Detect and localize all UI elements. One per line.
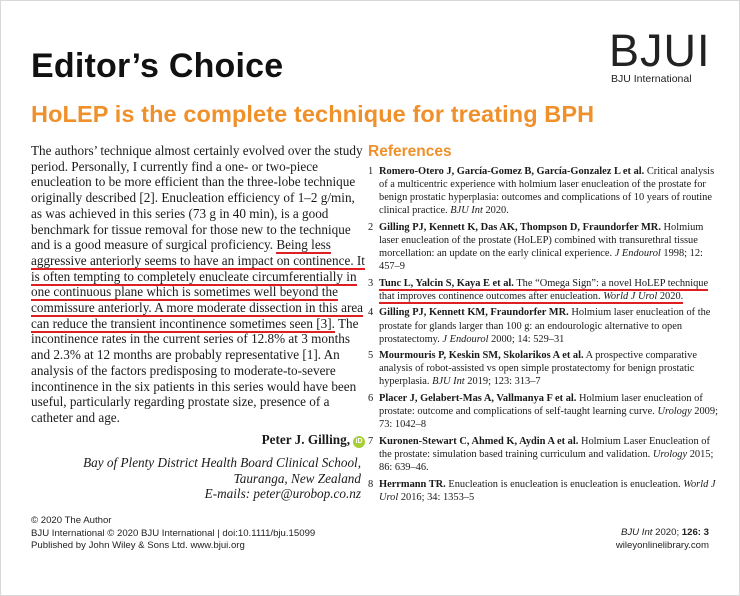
footer-website[interactable]: wileyonlinelibrary.com [615, 539, 709, 551]
reference-journal: World J Urol [379, 478, 716, 503]
reference-authors: Tunc L, Yalcin S, Kaya E et al. [379, 277, 514, 289]
author-line [31, 432, 365, 448]
section-title: Editor’s Choice [31, 47, 284, 85]
author-affiliation-block [31, 455, 361, 502]
reference-title: Holmium Laser Enucleation of the prostate: simulation based training curriculum and validation. [379, 435, 710, 460]
logo-mark: BJUI [609, 25, 711, 76]
footer-volume: 126: 3 [681, 527, 709, 538]
article-headline: HoLEP is the complete technique for treating BPH [31, 101, 595, 127]
highlighted-passage: Being less aggressive anteriorly seems to have an impact on continence. It is often tempting to completely enucleate circumferentially in one continuous plane which is sometimes well beyond the commissure anteriorly. A more moderate dissection in this area can reduce the transient incontinence sometimes seen [3]. [31, 237, 365, 331]
reference-number: 7 [368, 435, 374, 447]
footer-journal: BJU Int [620, 527, 653, 538]
reference-journal: BJU Int [450, 205, 483, 217]
body-text-outro: The incontinence rates in the current series of 12.8% at 3 months and 2.3% at 12 months are probably representative [1]. An analysis of the factors predisposing to moderate-to-severe incontinence in the six patients in this series would have been useful, particularly regarding prostate size, presence of a catheter and age. [31, 315, 359, 425]
orcid-icon[interactable]: iD [353, 436, 365, 448]
references-heading: References [368, 143, 452, 160]
reference-title: Enucleation is enucleation is enucleation is enucleation. [445, 478, 684, 490]
reference-title: Critical analysis of a multicentric experience with holmium laser enucleation of the prostate for benign prostatic hyperplasia: outcomes and complications of 10 years of routine clinical practice. [379, 166, 715, 217]
reference-journal: Urology [657, 406, 692, 418]
reference-citation: 1998; 12: 457–9 [379, 248, 703, 273]
footer-copyright [31, 515, 315, 553]
footer-year: 2020; [652, 527, 682, 538]
reference-authors: Placer J, Gelabert-Mas A, Vallmanya F et al. [379, 393, 577, 404]
reference-title: Holmium laser enucleation of prostate: outcome and complications of self-taught learning curve. [379, 393, 703, 418]
reference-citation: 2016; 34: 1353–5 [398, 491, 475, 503]
body-text-intro: The authors’ technique almost certainly evolved over the study period. Personally, I currently find a one- or two-piece enucleation to be more efficient than the three-lobe technique originally described [2]. Enucleation efficiency of 1–2 g/min, as was achieved in this series (73 g in 40 min), is a good benchmark for tissue removal for those new to the technique and is a good measure of surgical proficiency. [31, 143, 363, 253]
journal-logo [609, 25, 719, 85]
reference-title: Holmium laser enucleation of the prostate (HoLEP) combined with transurethral tissue morcellation: an update on the early clinical experience. [379, 221, 704, 260]
reference-citation: 2000; 14: 529–31 [488, 333, 565, 345]
reference-authors: Kuronen-Stewart C, Ahmed K, Aydin A et al. [379, 435, 579, 447]
reference-title: Holmium laser enucleation of the prostate for glands larger than 100 g: an endourologic alternative to open prostatectomy. [379, 307, 711, 345]
reference-authors: Gilling PJ, Kennett K, Das AK, Thompson D, Fraundorfer MR. [379, 221, 661, 233]
reference-item [368, 478, 718, 504]
reference-item [368, 435, 718, 474]
footer-publisher[interactable]: Published by John Wiley & Sons Ltd. www.bjui.org [31, 540, 245, 552]
logo-subtitle: BJU International [611, 73, 692, 85]
reference-item [368, 349, 718, 388]
reference-number: 8 [368, 478, 374, 490]
reference-number: 3 [368, 277, 374, 289]
reference-journal: World J Urol [603, 290, 658, 302]
footer-citation [616, 527, 709, 552]
reference-citation: 2019; 123: 313–7 [464, 376, 541, 388]
author-affiliation: Bay of Plenty District Health Board Clinical School, Tauranga, New Zealand [83, 455, 361, 486]
footer-doi[interactable]: BJU International © 2020 BJU International | doi:10.1111/bju.15099 [31, 527, 316, 539]
reference-citation: 2009; 73: 1042–8 [379, 406, 718, 431]
references-list [368, 165, 718, 507]
reference-citation: 2015; 86: 639–46. [379, 448, 714, 473]
reference-authors: Herrmann TR. [379, 478, 446, 490]
reference-number: 2 [368, 221, 374, 233]
author-email: E-mails: peter@urobop.co.nz [204, 486, 361, 502]
reference-item [368, 392, 718, 431]
reference-journal: J Endourol [442, 333, 489, 345]
reference-journal: BJU Int [432, 376, 465, 388]
reference-number: 4 [368, 307, 374, 319]
reference-item-highlighted [368, 277, 718, 303]
reference-authors: Mourmouris P, Keskin SM, Skolarikos A et al. [379, 350, 584, 362]
reference-number: 5 [368, 350, 374, 362]
reference-number: 1 [368, 166, 374, 177]
reference-citation: 2020. [482, 205, 509, 217]
reference-authors: Romero-Otero J, García-Gomez B, García-Gonzalez L et al. [379, 166, 645, 177]
reference-number: 6 [368, 393, 374, 404]
body-paragraph [31, 143, 365, 426]
reference-citation: 2020. [657, 290, 684, 302]
footer-journal-line [616, 527, 709, 540]
reference-item [368, 165, 718, 217]
author-name: Peter J. Gilling, [261, 432, 350, 447]
reference-title: A prospective comparative analysis of robot-assisted vs open simple prostatectomy for benign prostatic hyperplasia. [379, 350, 697, 388]
reference-item [368, 306, 718, 345]
reference-title: The “Omega Sign”: a novel HoLEP technique that improves continence outcomes after enucleation. [379, 277, 709, 302]
reference-journal: Urology [652, 448, 688, 460]
reference-item [368, 221, 718, 273]
footer-author-copyright: © 2020 The Author [31, 515, 112, 526]
reference-authors: Gilling PJ, Kennett KM, Fraundorfer MR. [379, 307, 569, 319]
reference-journal: J Endourol [614, 248, 661, 260]
